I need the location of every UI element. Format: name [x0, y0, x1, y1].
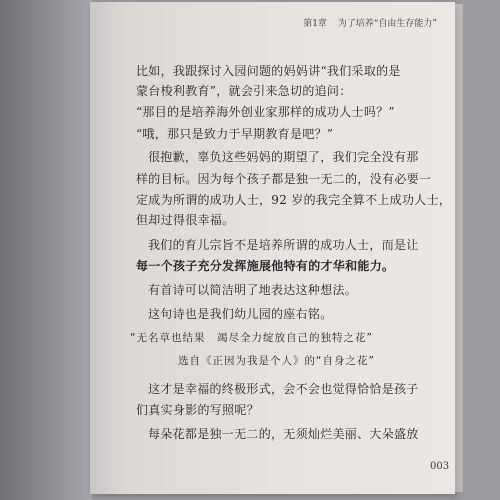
- text-line: 我们的育儿宗旨不是培养所谓的成功人士，而是让: [148, 238, 419, 252]
- text-line: “那目的是培养海外创业家那样的成功人士吗？”: [136, 105, 395, 119]
- text-line: 比如，我跟探讨入园问题的妈妈讲“我们采取的是: [136, 64, 401, 78]
- text-line: 很抱歉，辜负这些妈妈的期望了，我们完全没有那: [148, 150, 419, 164]
- text-line: 每朵花都是独一无二的，无须灿烂美丽、大朵盛放: [148, 427, 419, 441]
- page-number: 003: [430, 461, 450, 472]
- text-line: 但却过得很幸福。: [136, 213, 235, 227]
- chapter-label: 第1章: [303, 19, 327, 29]
- text-line: “哦，那只是致力于早期教育是吧？”: [136, 127, 334, 141]
- book-page: [90, 2, 455, 494]
- chapter-title: 为了培养“自由生存能力”: [337, 19, 437, 29]
- text-line-bold: 每一个孩子充分发挥施展他特有的才华和能力。: [136, 259, 395, 273]
- text-line: 这句诗也是我们幼儿园的座右铭。: [148, 307, 333, 321]
- poem-source: 选自《正因为我是个人》的“自身之花”: [178, 355, 375, 367]
- text-line: 定成为所谓的成功人士，92 岁的我完全算不上成功人士，: [136, 193, 452, 207]
- poem-quote: “无名草也结果 竭尽全力绽放自己的独特之花”: [130, 332, 373, 344]
- page-edge: [455, 4, 463, 492]
- text-line: 有首诗可以简洁明了地表达这种想法。: [148, 283, 358, 297]
- running-header: [295, 16, 437, 29]
- text-line: 蒙台梭利教育”，就会引来急切的追问：: [136, 84, 352, 98]
- book-spine-shadow: [0, 0, 92, 500]
- text-line: 这才是幸福的终极形式，会不会也觉得恰恰是孩子: [148, 382, 419, 396]
- text-line: 样的目标。因为每个孩子都是独一无二的，没有必要一: [136, 172, 432, 186]
- text-line: 们真实身影的写照呢？: [136, 403, 260, 417]
